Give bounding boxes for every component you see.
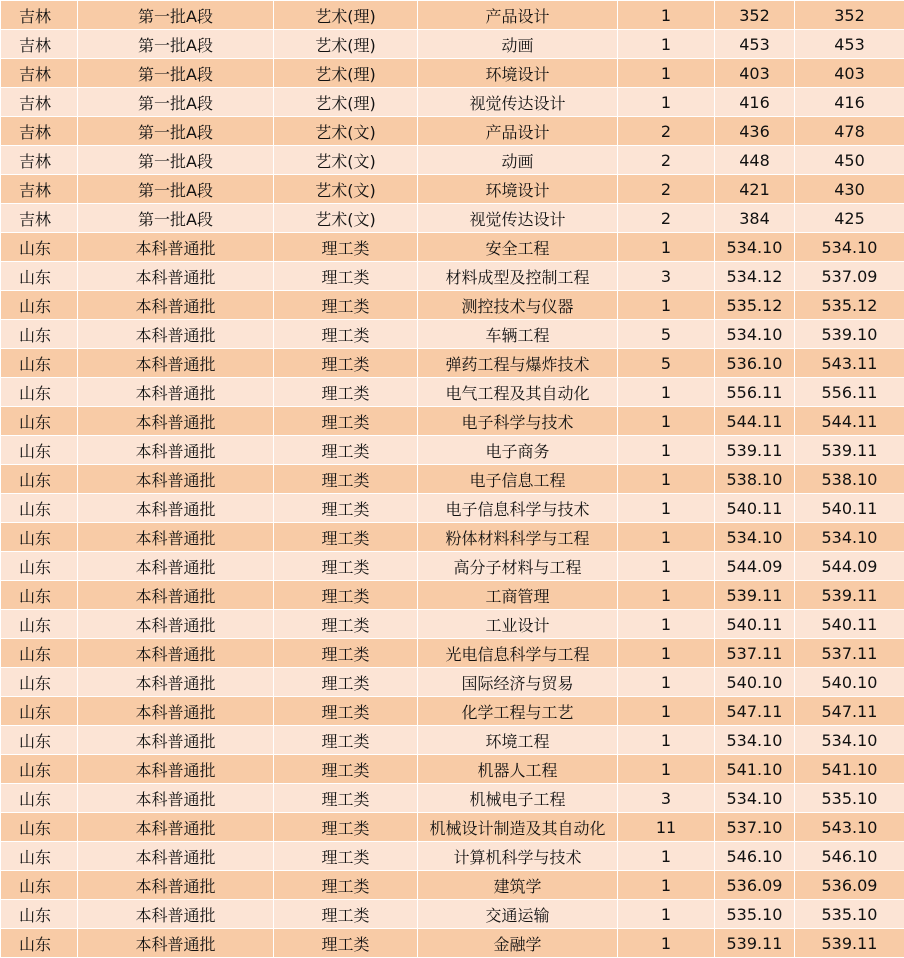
major-cell: 动画	[418, 30, 618, 59]
batch-cell: 本科普通批	[78, 842, 274, 871]
major-cell: 交通运输	[418, 900, 618, 929]
max-score-cell: 453	[795, 30, 904, 59]
table-row	[1, 117, 904, 146]
count-cell: 1	[618, 407, 715, 436]
category-cell: 理工类	[274, 639, 418, 668]
count-cell: 1	[618, 726, 715, 755]
min-score-cell: 448	[715, 146, 795, 175]
province-cell: 山东	[1, 784, 78, 813]
category-cell: 艺术(文)	[274, 175, 418, 204]
major-cell: 工业设计	[418, 610, 618, 639]
count-cell: 1	[618, 378, 715, 407]
min-score-cell: 534.10	[715, 320, 795, 349]
table-row	[1, 755, 904, 784]
max-score-cell: 537.09	[795, 262, 904, 291]
major-cell: 产品设计	[418, 117, 618, 146]
major-cell: 化学工程与工艺	[418, 697, 618, 726]
min-score-cell: 534.10	[715, 523, 795, 552]
table-row	[1, 813, 904, 842]
province-cell: 山东	[1, 697, 78, 726]
min-score-cell: 539.11	[715, 581, 795, 610]
category-cell: 理工类	[274, 755, 418, 784]
count-cell: 1	[618, 581, 715, 610]
category-cell: 艺术(文)	[274, 117, 418, 146]
category-cell: 理工类	[274, 929, 418, 958]
table-row	[1, 407, 904, 436]
max-score-cell: 543.10	[795, 813, 904, 842]
province-cell: 吉林	[1, 204, 78, 233]
min-score-cell: 536.09	[715, 871, 795, 900]
table-row	[1, 1, 904, 30]
min-score-cell: 535.10	[715, 900, 795, 929]
batch-cell: 本科普通批	[78, 581, 274, 610]
count-cell: 1	[618, 465, 715, 494]
category-cell: 艺术(理)	[274, 59, 418, 88]
table-row	[1, 465, 904, 494]
major-cell: 机器人工程	[418, 755, 618, 784]
province-cell: 山东	[1, 320, 78, 349]
province-cell: 山东	[1, 262, 78, 291]
count-cell: 1	[618, 88, 715, 117]
max-score-cell: 541.10	[795, 755, 904, 784]
batch-cell: 本科普通批	[78, 262, 274, 291]
min-score-cell: 544.09	[715, 552, 795, 581]
min-score-cell: 534.10	[715, 784, 795, 813]
max-score-cell: 416	[795, 88, 904, 117]
major-cell: 高分子材料与工程	[418, 552, 618, 581]
province-cell: 吉林	[1, 59, 78, 88]
min-score-cell: 535.12	[715, 291, 795, 320]
min-score-cell: 539.11	[715, 929, 795, 958]
category-cell: 艺术(理)	[274, 1, 418, 30]
min-score-cell: 534.10	[715, 726, 795, 755]
count-cell: 1	[618, 291, 715, 320]
category-cell: 理工类	[274, 871, 418, 900]
min-score-cell: 537.11	[715, 639, 795, 668]
max-score-cell: 537.11	[795, 639, 904, 668]
min-score-cell: 540.10	[715, 668, 795, 697]
major-cell: 机械设计制造及其自动化	[418, 813, 618, 842]
province-cell: 吉林	[1, 88, 78, 117]
max-score-cell: 425	[795, 204, 904, 233]
table-row	[1, 88, 904, 117]
count-cell: 1	[618, 668, 715, 697]
province-cell: 山东	[1, 900, 78, 929]
count-cell: 3	[618, 784, 715, 813]
province-cell: 山东	[1, 349, 78, 378]
category-cell: 理工类	[274, 233, 418, 262]
batch-cell: 本科普通批	[78, 552, 274, 581]
category-cell: 理工类	[274, 378, 418, 407]
max-score-cell: 534.10	[795, 726, 904, 755]
table-row	[1, 436, 904, 465]
min-score-cell: 541.10	[715, 755, 795, 784]
major-cell: 环境设计	[418, 59, 618, 88]
table-row	[1, 871, 904, 900]
count-cell: 1	[618, 697, 715, 726]
province-cell: 山东	[1, 465, 78, 494]
major-cell: 视觉传达设计	[418, 204, 618, 233]
batch-cell: 第一批A段	[78, 117, 274, 146]
major-cell: 材料成型及控制工程	[418, 262, 618, 291]
min-score-cell: 538.10	[715, 465, 795, 494]
table-row	[1, 146, 904, 175]
min-score-cell: 403	[715, 59, 795, 88]
batch-cell: 第一批A段	[78, 204, 274, 233]
min-score-cell: 547.11	[715, 697, 795, 726]
batch-cell: 本科普通批	[78, 697, 274, 726]
max-score-cell: 538.10	[795, 465, 904, 494]
category-cell: 理工类	[274, 668, 418, 697]
major-cell: 电子信息工程	[418, 465, 618, 494]
major-cell: 弹药工程与爆炸技术	[418, 349, 618, 378]
province-cell: 山东	[1, 726, 78, 755]
table-row	[1, 639, 904, 668]
major-cell: 电气工程及其自动化	[418, 378, 618, 407]
category-cell: 理工类	[274, 726, 418, 755]
min-score-cell: 416	[715, 88, 795, 117]
category-cell: 艺术(理)	[274, 30, 418, 59]
max-score-cell: 403	[795, 59, 904, 88]
count-cell: 2	[618, 204, 715, 233]
table-row	[1, 581, 904, 610]
max-score-cell: 540.11	[795, 610, 904, 639]
province-cell: 山东	[1, 813, 78, 842]
max-score-cell: 450	[795, 146, 904, 175]
table-row	[1, 378, 904, 407]
batch-cell: 本科普通批	[78, 929, 274, 958]
major-cell: 车辆工程	[418, 320, 618, 349]
batch-cell: 本科普通批	[78, 871, 274, 900]
count-cell: 1	[618, 552, 715, 581]
count-cell: 1	[618, 871, 715, 900]
category-cell: 理工类	[274, 697, 418, 726]
max-score-cell: 539.11	[795, 929, 904, 958]
province-cell: 山东	[1, 871, 78, 900]
table-row	[1, 291, 904, 320]
count-cell: 3	[618, 262, 715, 291]
batch-cell: 第一批A段	[78, 146, 274, 175]
count-cell: 5	[618, 349, 715, 378]
category-cell: 理工类	[274, 552, 418, 581]
table-row	[1, 842, 904, 871]
max-score-cell: 547.11	[795, 697, 904, 726]
count-cell: 2	[618, 175, 715, 204]
batch-cell: 本科普通批	[78, 378, 274, 407]
category-cell: 理工类	[274, 813, 418, 842]
count-cell: 1	[618, 1, 715, 30]
major-cell: 测控技术与仪器	[418, 291, 618, 320]
batch-cell: 本科普通批	[78, 523, 274, 552]
count-cell: 2	[618, 117, 715, 146]
batch-cell: 第一批A段	[78, 30, 274, 59]
table-row	[1, 175, 904, 204]
major-cell: 光电信息科学与工程	[418, 639, 618, 668]
major-cell: 国际经济与贸易	[418, 668, 618, 697]
province-cell: 山东	[1, 494, 78, 523]
count-cell: 1	[618, 436, 715, 465]
min-score-cell: 421	[715, 175, 795, 204]
major-cell: 产品设计	[418, 1, 618, 30]
category-cell: 艺术(理)	[274, 88, 418, 117]
max-score-cell: 534.10	[795, 523, 904, 552]
max-score-cell: 539.11	[795, 581, 904, 610]
min-score-cell: 436	[715, 117, 795, 146]
batch-cell: 第一批A段	[78, 1, 274, 30]
category-cell: 理工类	[274, 407, 418, 436]
province-cell: 山东	[1, 436, 78, 465]
major-cell: 建筑学	[418, 871, 618, 900]
province-cell: 山东	[1, 552, 78, 581]
batch-cell: 本科普通批	[78, 639, 274, 668]
category-cell: 理工类	[274, 523, 418, 552]
major-cell: 动画	[418, 146, 618, 175]
province-cell: 吉林	[1, 30, 78, 59]
batch-cell: 本科普通批	[78, 610, 274, 639]
max-score-cell: 540.11	[795, 494, 904, 523]
batch-cell: 第一批A段	[78, 88, 274, 117]
count-cell: 1	[618, 610, 715, 639]
province-cell: 吉林	[1, 175, 78, 204]
batch-cell: 本科普通批	[78, 233, 274, 262]
batch-cell: 本科普通批	[78, 784, 274, 813]
table-row	[1, 30, 904, 59]
max-score-cell: 544.11	[795, 407, 904, 436]
count-cell: 1	[618, 233, 715, 262]
table-row	[1, 929, 904, 958]
major-cell: 环境工程	[418, 726, 618, 755]
count-cell: 1	[618, 929, 715, 958]
province-cell: 山东	[1, 755, 78, 784]
max-score-cell: 556.11	[795, 378, 904, 407]
batch-cell: 本科普通批	[78, 291, 274, 320]
count-cell: 1	[618, 59, 715, 88]
count-cell: 5	[618, 320, 715, 349]
category-cell: 理工类	[274, 610, 418, 639]
max-score-cell: 546.10	[795, 842, 904, 871]
batch-cell: 本科普通批	[78, 494, 274, 523]
count-cell: 1	[618, 523, 715, 552]
max-score-cell: 535.10	[795, 784, 904, 813]
batch-cell: 第一批A段	[78, 175, 274, 204]
table-row	[1, 349, 904, 378]
count-cell: 2	[618, 146, 715, 175]
max-score-cell: 536.09	[795, 871, 904, 900]
table-row	[1, 320, 904, 349]
province-cell: 山东	[1, 842, 78, 871]
batch-cell: 本科普通批	[78, 407, 274, 436]
count-cell: 1	[618, 842, 715, 871]
count-cell: 1	[618, 900, 715, 929]
batch-cell: 本科普通批	[78, 900, 274, 929]
major-cell: 安全工程	[418, 233, 618, 262]
max-score-cell: 352	[795, 1, 904, 30]
min-score-cell: 540.11	[715, 494, 795, 523]
major-cell: 电子信息科学与技术	[418, 494, 618, 523]
min-score-cell: 534.10	[715, 233, 795, 262]
min-score-cell: 546.10	[715, 842, 795, 871]
batch-cell: 本科普通批	[78, 320, 274, 349]
batch-cell: 第一批A段	[78, 59, 274, 88]
batch-cell: 本科普通批	[78, 755, 274, 784]
max-score-cell: 539.11	[795, 436, 904, 465]
major-cell: 粉体材料科学与工程	[418, 523, 618, 552]
count-cell: 1	[618, 755, 715, 784]
max-score-cell: 430	[795, 175, 904, 204]
major-cell: 机械电子工程	[418, 784, 618, 813]
count-cell: 1	[618, 30, 715, 59]
table-row	[1, 59, 904, 88]
major-cell: 电子商务	[418, 436, 618, 465]
province-cell: 吉林	[1, 117, 78, 146]
table-row	[1, 610, 904, 639]
count-cell: 11	[618, 813, 715, 842]
table-row	[1, 784, 904, 813]
min-score-cell: 556.11	[715, 378, 795, 407]
province-cell: 吉林	[1, 1, 78, 30]
major-cell: 计算机科学与技术	[418, 842, 618, 871]
category-cell: 艺术(文)	[274, 146, 418, 175]
min-score-cell: 384	[715, 204, 795, 233]
category-cell: 理工类	[274, 349, 418, 378]
table-row	[1, 552, 904, 581]
count-cell: 1	[618, 639, 715, 668]
table-row	[1, 697, 904, 726]
batch-cell: 本科普通批	[78, 349, 274, 378]
batch-cell: 本科普通批	[78, 668, 274, 697]
category-cell: 理工类	[274, 581, 418, 610]
table-row	[1, 523, 904, 552]
province-cell: 山东	[1, 291, 78, 320]
min-score-cell: 352	[715, 1, 795, 30]
province-cell: 山东	[1, 581, 78, 610]
table-row	[1, 494, 904, 523]
count-cell: 1	[618, 494, 715, 523]
table-row	[1, 668, 904, 697]
max-score-cell: 534.10	[795, 233, 904, 262]
category-cell: 理工类	[274, 436, 418, 465]
min-score-cell: 540.11	[715, 610, 795, 639]
province-cell: 山东	[1, 378, 78, 407]
major-cell: 金融学	[418, 929, 618, 958]
min-score-cell: 453	[715, 30, 795, 59]
category-cell: 理工类	[274, 320, 418, 349]
batch-cell: 本科普通批	[78, 465, 274, 494]
province-cell: 山东	[1, 639, 78, 668]
max-score-cell: 478	[795, 117, 904, 146]
major-cell: 电子科学与技术	[418, 407, 618, 436]
category-cell: 理工类	[274, 784, 418, 813]
batch-cell: 本科普通批	[78, 436, 274, 465]
province-cell: 山东	[1, 668, 78, 697]
max-score-cell: 540.10	[795, 668, 904, 697]
province-cell: 山东	[1, 233, 78, 262]
table-row	[1, 262, 904, 291]
province-cell: 山东	[1, 929, 78, 958]
province-cell: 山东	[1, 610, 78, 639]
category-cell: 理工类	[274, 842, 418, 871]
min-score-cell: 544.11	[715, 407, 795, 436]
major-cell: 工商管理	[418, 581, 618, 610]
table-row	[1, 726, 904, 755]
batch-cell: 本科普通批	[78, 726, 274, 755]
province-cell: 吉林	[1, 146, 78, 175]
batch-cell: 本科普通批	[78, 813, 274, 842]
category-cell: 理工类	[274, 494, 418, 523]
category-cell: 理工类	[274, 900, 418, 929]
province-cell: 山东	[1, 407, 78, 436]
major-cell: 环境设计	[418, 175, 618, 204]
min-score-cell: 537.10	[715, 813, 795, 842]
max-score-cell: 535.10	[795, 900, 904, 929]
category-cell: 理工类	[274, 465, 418, 494]
max-score-cell: 544.09	[795, 552, 904, 581]
table-row	[1, 204, 904, 233]
category-cell: 艺术(文)	[274, 204, 418, 233]
max-score-cell: 535.12	[795, 291, 904, 320]
category-cell: 理工类	[274, 262, 418, 291]
table-row	[1, 233, 904, 262]
table-row	[1, 900, 904, 929]
category-cell: 理工类	[274, 291, 418, 320]
min-score-cell: 536.10	[715, 349, 795, 378]
min-score-cell: 539.11	[715, 436, 795, 465]
max-score-cell: 539.10	[795, 320, 904, 349]
table-body	[1, 1, 904, 958]
major-cell: 视觉传达设计	[418, 88, 618, 117]
province-cell: 山东	[1, 523, 78, 552]
max-score-cell: 543.11	[795, 349, 904, 378]
min-score-cell: 534.12	[715, 262, 795, 291]
